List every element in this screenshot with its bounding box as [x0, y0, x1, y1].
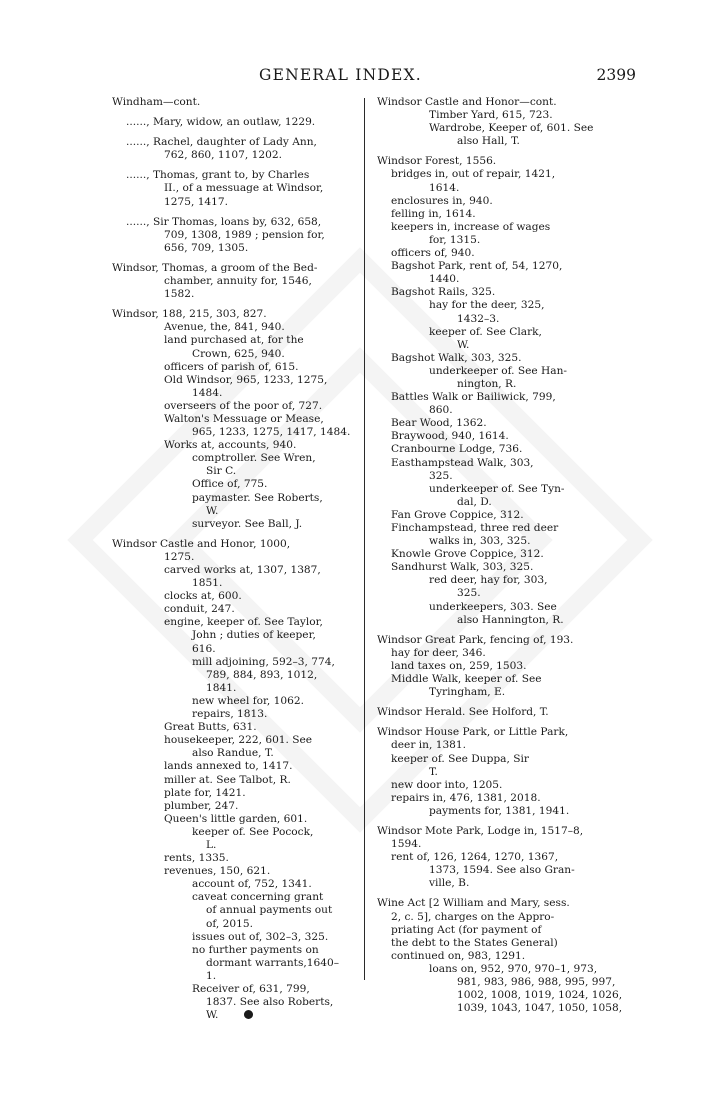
index-entry-line: Windsor House Park, or Little Park,	[377, 726, 569, 739]
index-entry-line: 2, c. 5], charges on the Appro-	[391, 910, 555, 923]
index-entry-line: Walton's Messuage or Mease,	[164, 412, 324, 425]
index-entry-line: 1.	[206, 969, 217, 982]
index-entry-line: 656, 709, 1305.	[164, 241, 249, 254]
index-entry-line: Wardrobe, Keeper of, 601. See	[429, 122, 594, 135]
index-entry-line: Office of, 775.	[192, 478, 268, 491]
index-entry-line: Bagshot Rails, 325.	[391, 286, 496, 299]
index-entry-line: walks in, 303, 325.	[429, 535, 531, 548]
index-entry-line: ville, B.	[429, 877, 470, 890]
index-entry-line: ......, Sir Thomas, loans by, 632, 658,	[126, 215, 322, 228]
index-entry-line: land taxes on, 259, 1503.	[391, 659, 527, 672]
index-entry-line: Braywood, 940, 1614.	[391, 430, 509, 443]
index-entry-line: rent of, 126, 1264, 1270, 1367,	[391, 851, 559, 864]
index-entry-line: ......, Rachel, daughter of Lady Ann,	[126, 136, 317, 149]
index-entry-line: paymaster. See Roberts,	[192, 491, 323, 504]
index-entry-line: underkeeper of. See Tyn-	[429, 482, 565, 495]
index-entry-line: Windsor Forest, 1556.	[377, 155, 497, 168]
index-entry-line: officers of, 940.	[391, 247, 475, 260]
index-entry-line: caveat concerning grant	[192, 891, 324, 904]
page-header	[0, 66, 722, 90]
index-entry-line: Great Butts, 631.	[164, 721, 257, 734]
index-entry-line: account of, 752, 1341.	[192, 878, 312, 891]
index-entry-line: 1373, 1594. See also Gran-	[429, 864, 575, 877]
index-entry-line: priating Act (for payment of	[391, 923, 542, 936]
index-entry-line: Knowle Grove Coppice, 312.	[391, 548, 544, 561]
index-entry-line: 709, 1308, 1989 ; pension for,	[164, 228, 325, 241]
index-entry-line: keepers in, increase of wages	[391, 220, 551, 233]
index-entry-line: dormant warrants,1640–	[206, 956, 340, 969]
index-entry-line: miller at. See Talbot, R.	[164, 773, 291, 786]
index-entry-line: comptroller. See Wren,	[192, 452, 316, 465]
index-entry-line: 1837. See also Roberts,	[206, 996, 334, 1009]
index-entry-line: 1440.	[429, 273, 460, 286]
index-entry-line: Windsor Great Park, fencing of, 193.	[377, 633, 574, 646]
bullet-dot-icon	[244, 1010, 253, 1019]
index-entry-line: 1851.	[192, 577, 223, 590]
index-entry-line: of annual payments out	[206, 904, 333, 917]
index-entry-line: Windsor, Thomas, a groom of the Bed-	[112, 261, 318, 274]
index-entry-line: 789, 884, 893, 1012,	[206, 668, 318, 681]
index-entry-line: 1594.	[391, 838, 422, 851]
index-entry-line: Finchampstead, three red deer	[391, 522, 559, 534]
index-entry-line: for, 1315.	[429, 233, 481, 246]
index-entry-line: also Hannington, R.	[457, 613, 564, 626]
index-entry-line: 965, 1233, 1275, 1417, 1484.	[192, 426, 351, 439]
index-entry-line: mill adjoining, 592–3, 774,	[192, 655, 335, 668]
index-entry-line: Fan Grove Coppice, 312.	[391, 508, 524, 521]
index-entry-line: deer in, 1381.	[391, 739, 467, 752]
index-entry-line: Bagshot Park, rent of, 54, 1270,	[391, 260, 563, 273]
index-entry-line: 325.	[429, 469, 453, 482]
index-entry-line: Cranbourne Lodge, 736.	[391, 443, 523, 456]
index-entry-line: continued on, 983, 1291.	[391, 949, 526, 962]
index-entry-line: 1002, 1008, 1019, 1024, 1026,	[457, 989, 623, 1002]
index-entry-line: carved works at, 1307, 1387,	[164, 564, 321, 576]
index-entry-line: Sir C.	[206, 465, 237, 478]
index-entry-line: also Randue, T.	[192, 747, 274, 760]
index-entry-line: dal, D.	[457, 495, 492, 508]
right-index-column	[377, 96, 623, 1015]
index-entry-line: no further payments on	[192, 943, 319, 956]
index-entry-line: overseers of the poor of, 727.	[164, 399, 323, 412]
index-entry-line: Tyringham, E.	[429, 686, 506, 699]
index-entry-line: Battles Walk or Bailiwick, 799,	[391, 391, 556, 404]
index-entry-line: rents, 1335.	[164, 852, 229, 865]
index-entry-line: Old Windsor, 965, 1233, 1275,	[164, 373, 328, 386]
index-entry-line: W.	[206, 1009, 219, 1022]
index-entry-line: 860.	[429, 404, 453, 417]
index-entry-line: new door into, 1205.	[391, 778, 503, 791]
index-entry-line: Receiver of, 631, 799,	[192, 983, 310, 995]
index-entry-line: 1614.	[429, 181, 460, 194]
index-entry-line: hay for deer, 346.	[391, 646, 486, 659]
index-entry-line: keeper of. See Pocock,	[192, 825, 314, 838]
index-entry-line: Timber Yard, 615, 723.	[429, 109, 553, 122]
index-entry-line: new wheel for, 1062.	[192, 694, 304, 707]
index-entry-line: land purchased at, for the	[164, 334, 304, 347]
index-entry-line: Crown, 625, 940.	[192, 347, 285, 360]
index-entry-line: Avenue, the, 841, 940.	[164, 321, 285, 334]
index-entry-line: keeper of. See Clark,	[429, 325, 542, 338]
index-entry-line: John ; duties of keeper,	[192, 629, 316, 642]
index-entry-line: Bagshot Walk, 303, 325.	[391, 351, 522, 364]
index-entry-line: keeper of. See Duppa, Sir	[391, 752, 529, 765]
index-entry-line: housekeeper, 222, 601. See	[164, 734, 313, 747]
index-entry-line: W.	[457, 338, 470, 351]
index-entry-line: 1432–3.	[457, 312, 500, 325]
index-entry-line: T.	[429, 765, 438, 778]
index-entry-line: nington, R.	[457, 377, 517, 390]
index-entry-line: Sandhurst Walk, 303, 325.	[391, 561, 534, 574]
index-entry-line: 762, 860, 1107, 1202.	[164, 149, 282, 162]
index-entry-line: lands annexed to, 1417.	[164, 760, 293, 773]
index-entry-line: felling in, 1614.	[391, 207, 476, 220]
index-entry-line: 981, 983, 986, 988, 995, 997,	[457, 976, 616, 988]
index-entry-line: Wine Act [2 William and Mary, sess.	[377, 897, 570, 910]
index-entry-line: 1582.	[164, 288, 195, 301]
index-entry-line: Queen's little garden, 601.	[164, 812, 308, 825]
index-entry-line: of, 2015.	[206, 917, 253, 930]
index-entry-line: 1484.	[192, 386, 223, 399]
index-entry-line: bridges in, out of repair, 1421,	[391, 168, 556, 181]
index-entry-line: L.	[206, 838, 217, 851]
index-entry-line: Easthampstead Walk, 303,	[391, 456, 534, 469]
index-entry-line: Middle Walk, keeper of. See	[391, 673, 542, 686]
index-entry-line: Windsor, 188, 215, 303, 827.	[112, 308, 267, 321]
index-entry-line: plate for, 1421.	[164, 786, 246, 799]
index-entry-line: Windsor Castle and Honor—cont.	[377, 96, 557, 108]
index-entry-line: clocks at, 600.	[164, 590, 242, 603]
index-entry-line: underkeeper of. See Han-	[429, 364, 567, 377]
index-entry-line: 1275, 1417.	[164, 195, 229, 208]
index-entry-line: Windsor Herald. See Holford, T.	[377, 706, 549, 719]
index-entry-line: 1841.	[206, 681, 237, 694]
index-entry-line: the debt to the States General)	[391, 936, 558, 949]
index-entry-line: conduit, 247.	[164, 603, 235, 616]
index-entry-line: Works at, accounts, 940.	[164, 439, 297, 452]
page-title: GENERAL INDEX.	[259, 66, 422, 84]
index-entry-line: 1039, 1043, 1047, 1050, 1058,	[457, 1002, 623, 1015]
index-entry-line: red deer, hay for, 303,	[429, 574, 548, 587]
index-entry-line: engine, keeper of. See Taylor,	[164, 616, 323, 629]
index-entry-line: 1275.	[164, 550, 195, 563]
index-entry-line: also Hall, T.	[457, 135, 520, 148]
column-divider	[364, 98, 365, 980]
index-entry-line: Windsor Mote Park, Lodge in, 1517–8,	[377, 824, 584, 837]
index-entry-line: revenues, 150, 621.	[164, 865, 271, 878]
index-entry-line: Windham—cont.	[112, 96, 201, 108]
index-entry-line: Bear Wood, 1362.	[391, 417, 487, 430]
index-entry-line: chamber, annuity for, 1546,	[164, 275, 312, 288]
index-entry-line: II., of a messuage at Windsor,	[164, 182, 324, 195]
index-entry-line: ......, Mary, widow, an outlaw, 1229.	[126, 116, 316, 129]
index-entry-line: surveyor. See Ball, J.	[192, 517, 303, 530]
index-entry-line: repairs, 1813.	[192, 708, 268, 721]
index-entry-line: 616.	[192, 642, 216, 655]
index-entry-line: Windsor Castle and Honor, 1000,	[112, 537, 291, 550]
index-entry-line: ......, Thomas, grant to, by Charles	[126, 169, 310, 182]
index-entry-line: officers of parish of, 615.	[164, 360, 299, 373]
left-index-column	[112, 96, 352, 1022]
index-entry-line: W.	[206, 504, 219, 517]
index-entry-line: loans on, 952, 970, 970–1, 973,	[429, 962, 598, 975]
index-entry-line: issues out of, 302–3, 325.	[192, 930, 329, 943]
index-entry-line: 325.	[457, 587, 481, 600]
index-entry-line: enclosures in, 940.	[391, 194, 493, 207]
page-number: 2399	[596, 66, 636, 84]
index-entry-line: underkeepers, 303. See	[429, 600, 557, 613]
index-entry-line: plumber, 247.	[164, 799, 239, 812]
index-entry-line: repairs in, 476, 1381, 2018.	[391, 791, 541, 804]
index-entry-line: hay for the deer, 325,	[429, 299, 545, 312]
index-entry-line: payments for, 1381, 1941.	[429, 804, 570, 817]
